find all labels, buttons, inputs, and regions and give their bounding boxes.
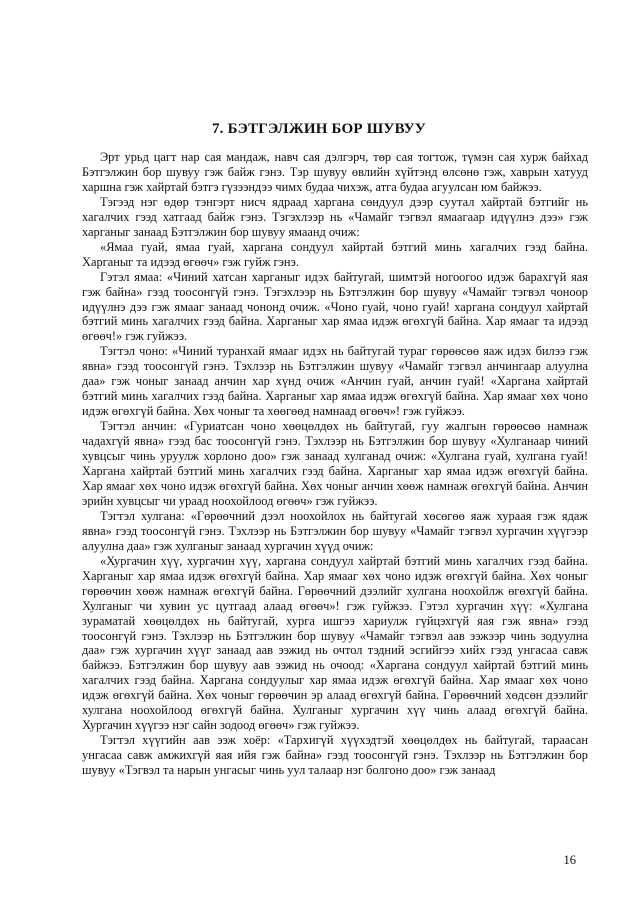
page-number: 16 [563,853,576,867]
paragraph: «Ямаа гуай, ямаа гуай, харгана сондуул хайртай бэтгий минь хагалчих гээд байна. Харганыг та идээд өгөөч» гэж гуйж гэнэ. [82,239,588,269]
paragraph: Тэгээд нэг өдөр тэнгэрт нисч ядраад харгана сөндуул дээр суутал хайртай бэтгийг нь хагалчих гээд хатгаад байж гэнэ. Тэгэхлээр нь «Чамайг тэгвэл ямаагаар идүүлнэ дээ» гэж харганыг занаад Бэтгэлжин бор шувуу ямаанд очиж: [82,194,588,239]
paragraph: Тэгтэл анчин: «Гуриатсан чоно хөөцөлдөх нь байтугай, гуу жалгын гөрөөсөө намнаж чадахгүй явна» гээд бас тоосонгүй гэнэ. Тэхлээр нь Бэтгэлжин бор шувуу «Хулганаар чиний хувцсыг чинь уруулж хорлоно доо» гэж занаад хулганад очиж: «Хулгана гуай, хулгана гуай! Харгана хайртай бэтгий минь хагалчих гээд байна. Харганыг хар ямаа идэж өгөхгүй байна. Хар ямааг хөх чоно идэж өгөхгүй байна. Хөх чоныг анчин хөөж намнаж өгөхгүй байна. Анчин эрийн хувцсыг чи ураад ноохойлоод өгөөч» гэж гуйжээ. [82,419,588,508]
story-text [82,150,588,778]
paragraph: «Хургачин хүү, хургачин хүү, харгана сондуул хайртай бэтгий минь хагалчих гээд байна. Харганыг хар ямаа идэж өгөхгүй байна. Хар ямааг хөх чоно идэж өгөхгүй байна. Хөх чоныг гөрөөчин хөөж намнаж өгөхгүй байна. Гөрөөчний дээлийг хулгана ноохойлж өгөхгүй байна. Хулганыг чи хувин ус цутгаад алаад өгөөч»! гэж гуйжээ. Гэтэл хургачин хүү: «Хулгана зураматай хөөцөлдөх нь байтугай, хурга ишгээ хариулж гүйцэхгүй яая гэж явна» гээд тоосонгүй гэнэ. Тэхлээр нь Бэтгэлжин бор шувуу «Чамайг тэгвэл аав ээжээр чинь зодуулна даа» гэж хургачин хүүг занаад аав ээжид нь очтол тэдний эсгийгээ хийх гээд унгасаа савж байжээ. Бэтгэлжин бор шувуу аав ээжид нь очоод: «Харгана сондуул хайртай бэтгий минь хагалчих гээд байна. Харгана сондуулыг хар ямаа идэж өгөхгүй байна. Хар ямааг хөх чоно идэж өгөхгүй байна. Хөх чоныг гөрөөчин эр алаад өгөхгүй байна. Гөрөөчний хөдсөн дээлийг хулгана ноохойлоод өгөхгүй байна. Хулганыг хургачин хүү чинь алаад өгөхгүй байна. Хургачин хүүгээ нэг сайн зодоод өгөөч» гэж гуйжээ. [82,553,588,733]
paragraph: Тэгтэл хүүгийн аав ээж хоёр: «Тархигүй хүүхэдтэй хөөцөлдөх нь байтугай, тараасан унгасаа савж амжихгүй яая ийя гэж байна» гээд тоосонгүй гэнэ. Тэхлээр нь Бэтгэлжин бор шувуу «Тэгвэл та нарын унгасыг чинь уул талаар нэг болгоно доо» гэж занаад [82,733,588,778]
page-title: 7. БЭТГЭЛЖИН БОР ШУВУУ [211,121,427,137]
paragraph: Гэтэл ямаа: «Чиний хатсан харганыг идэх байтугай, шимтэй ногоогоо идэж барахгүй яая гэж байна» гээд тоосонгүй гэнэ. Тэгэхлээр нь Бэтгэлжин бор шувуу «Чамайг тэгвэл чонoор идүүлнэ дээ гэж ямааг занаад чононд очиж. «Чоно гуай, чоно гуай! харгана сондуул хайртай бэтгий минь хагалчих гээд байна. Харганыг хар ямаа идэж өгөхгүй байна. Хар ямааг та идээд өгөөч!» гэж гуйжээ. [82,269,588,344]
paragraph: Тэгтэл чоно: «Чиний туранхай ямааг идэх нь байтугай тураг гөрөөсөө яаж идэх билээ гэж явна» гээд тоосонгүй гэнэ. Тэхлээр нь Бэтгэлжин шувуу «Чамайг тэгвэл анчингаар алуулна даа» гэж чоныг занаад анчин хар хүнд очиж «Анчин гуай, анчин гуай! «Харгана хайртай бэтгий минь хагалчих гээд байна. Харганыг хар ямаа идэж өгөхгүй байна. Хар ямааг хөх чоно идэж өгөхгүй байна. Хөх чоныг та хөөгөөд намнаад өгөөч»! гэж гуйжээ. [82,344,588,419]
paragraph: Тэгтэл хулгана: «Гөрөөчний дээл ноохойлох нь байтугай хөсөгөө яаж хураая гэж ядаж явна» гээд тоосонгүй гэнэ. Тэхлээр нь Бэтгэлжин бор шувуу «Чамайг тэгвэл хургачин хүүгээр алуулна даа» гэж хулганыг занаад хургачин хүүд очиж: [82,508,588,553]
paragraph: Эрт урьд цагт нар сая мандаж, навч сая дэлгэрч, төр сая тогтож, түмэн сая хурж байхад Бэтгэлжин бор шувуу гэж байж гэнэ. Тэр шувуу өвлийн хүйтэнд өлсөнө гэж, хаврын хатууд харшна гэж хайртай бэтгэ гүзээндээ чимх будаа чихэж, атга будаа агуулсан юм байжээ. [82,150,588,194]
